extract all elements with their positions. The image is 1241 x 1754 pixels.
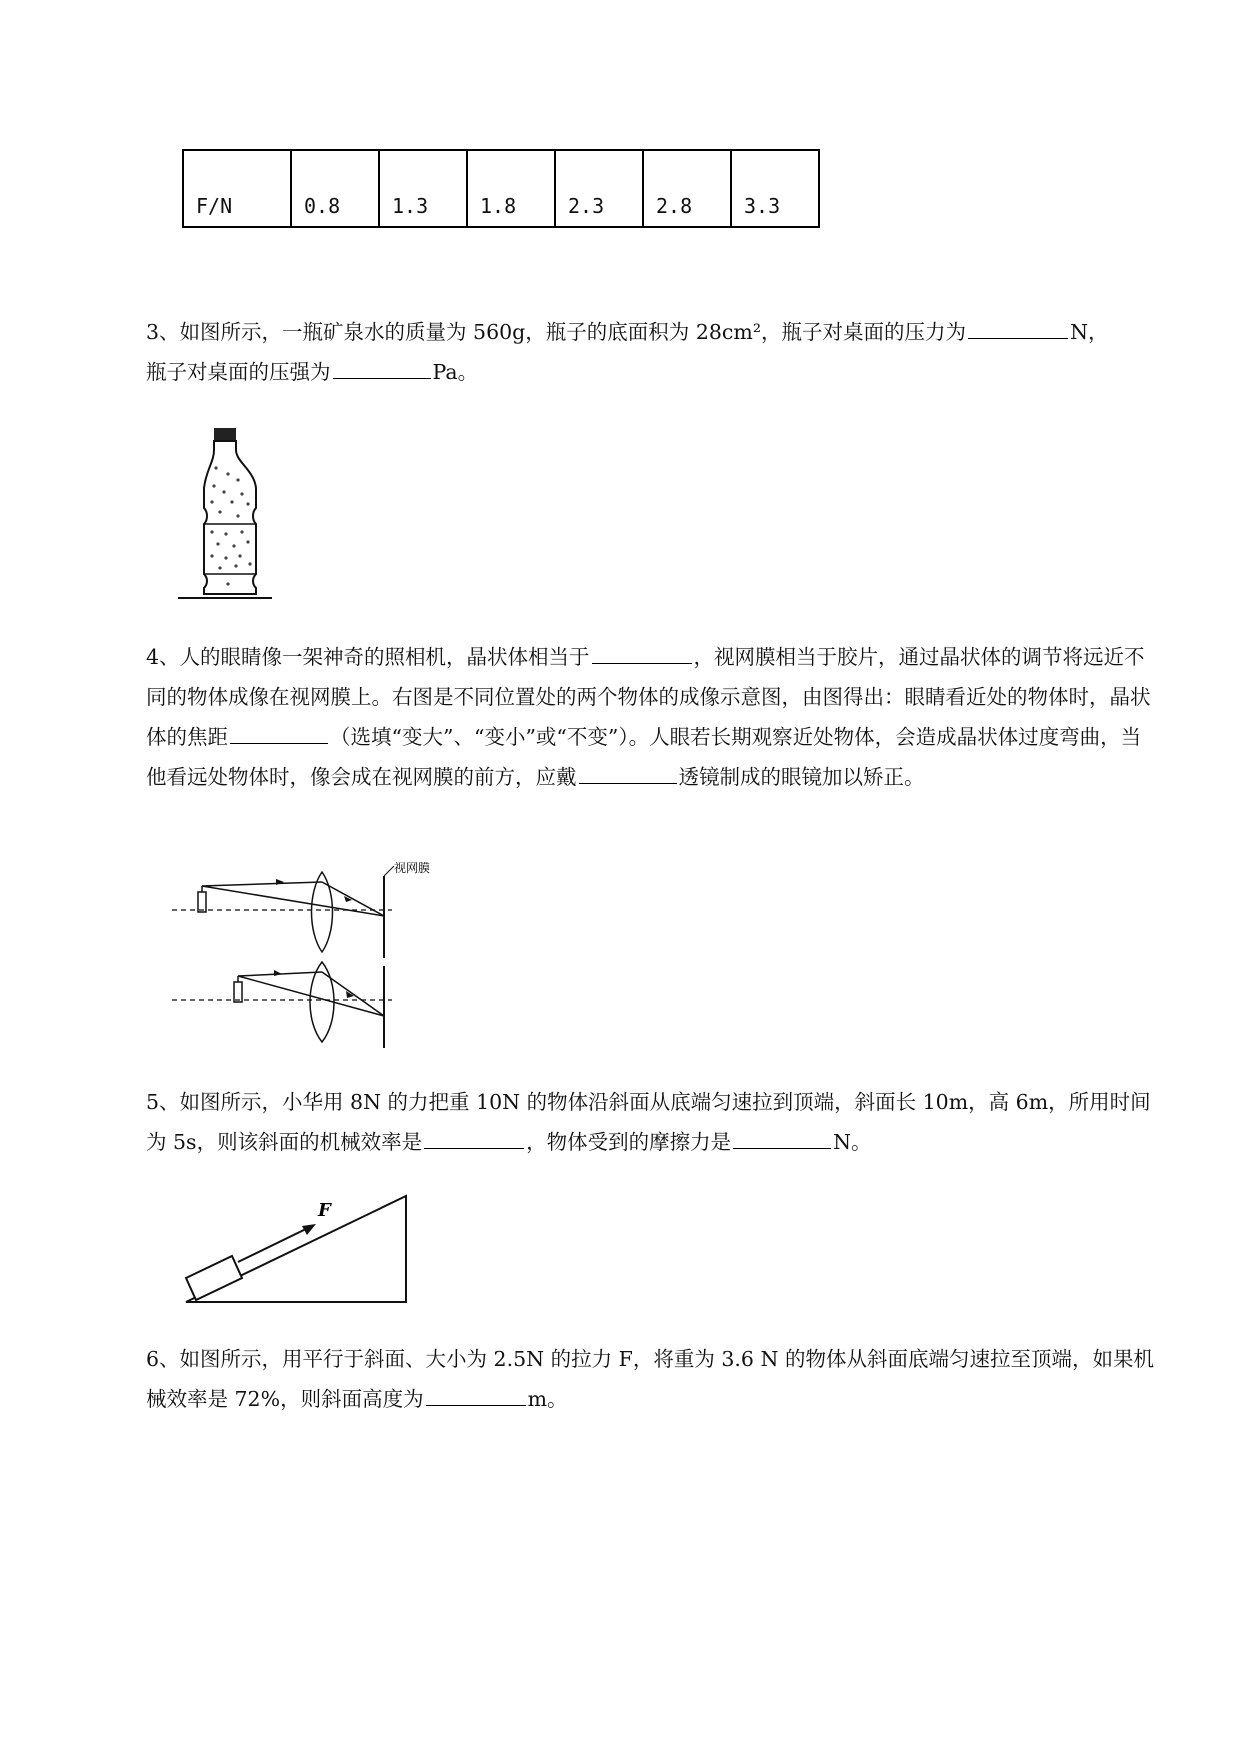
- q4-text-1: 4、人的眼睛像一架神奇的照相机，晶状体相当于: [146, 645, 590, 669]
- answer-blank[interactable]: [579, 761, 677, 784]
- table-cell: 3.3: [731, 150, 819, 227]
- q3-text-1: 3、如图所示，一瓶矿泉水的质量为 560g，瓶子的底面积为 28cm²，瓶子对桌面的压力为: [146, 320, 967, 344]
- question-3: [146, 312, 1156, 392]
- answer-blank[interactable]: [230, 721, 328, 744]
- force-label: F: [318, 1200, 331, 1221]
- table-row: [183, 150, 819, 227]
- q6-text-1: 6、如图所示，用平行于斜面、大小为 2.5N 的拉力 F，将重为 3.6 N 的物体从斜面底端匀速拉至顶端，如果机械效率是 72%，则斜面高度为: [146, 1347, 1154, 1411]
- table-cell: 1.8: [467, 150, 555, 227]
- q5-text-2: ，物体受到的摩擦力是: [526, 1130, 732, 1154]
- q3-unit-2: Pa。: [432, 360, 479, 384]
- table-header-cell: F/N: [183, 150, 291, 227]
- answer-blank[interactable]: [424, 1126, 524, 1149]
- retina-label: 视网膜: [394, 861, 431, 875]
- force-table: [182, 149, 820, 228]
- q5-text-3: N。: [833, 1130, 872, 1154]
- q3-text-2: 瓶子对桌面的压强为: [146, 360, 331, 384]
- q5-text-1: 5、如图所示，小华用 8N 的力把重 10N 的物体沿斜面从底端匀速拉到顶端，斜面长 10m，高 6m，所用时间为 5s，则该斜面的机械效率是: [146, 1090, 1151, 1154]
- table-cell: 2.8: [643, 150, 731, 227]
- answer-blank[interactable]: [333, 356, 431, 379]
- question-5: [146, 1082, 1156, 1162]
- answer-blank[interactable]: [592, 641, 692, 664]
- question-6: [146, 1339, 1156, 1419]
- q6-text-2: m。: [527, 1387, 568, 1411]
- table-cell: 1.3: [379, 150, 467, 227]
- answer-blank[interactable]: [968, 316, 1068, 339]
- q4-text-4: 透镜制成的眼镜加以矫正。: [678, 765, 925, 789]
- answer-blank[interactable]: [733, 1126, 831, 1149]
- water-bottle-figure: [176, 428, 276, 608]
- q4-text-3: （选填“变大”、“变小”或“不变”）。人眼若长期观察近处物体，会造成晶状体过度弯曲，当他看远处物体时，像会成在视网膜的前方，应戴: [146, 725, 1142, 789]
- table-cell: 2.3: [555, 150, 643, 227]
- answer-blank[interactable]: [426, 1383, 526, 1406]
- table-cell: 0.8: [291, 150, 379, 227]
- incline-figure: [182, 1190, 422, 1310]
- question-4: [146, 637, 1156, 797]
- q3-unit-1: N，: [1070, 320, 1109, 344]
- eye-imaging-figure: [172, 862, 452, 1052]
- q4-text-2: ，视网膜相当于胶片，通过晶状体的调节将远近不同的物体成像在视网膜上。右图是不同位置处的两个物体的成像示意图，由图得出：眼睛看近处的物体时，晶状体的焦距: [146, 645, 1151, 749]
